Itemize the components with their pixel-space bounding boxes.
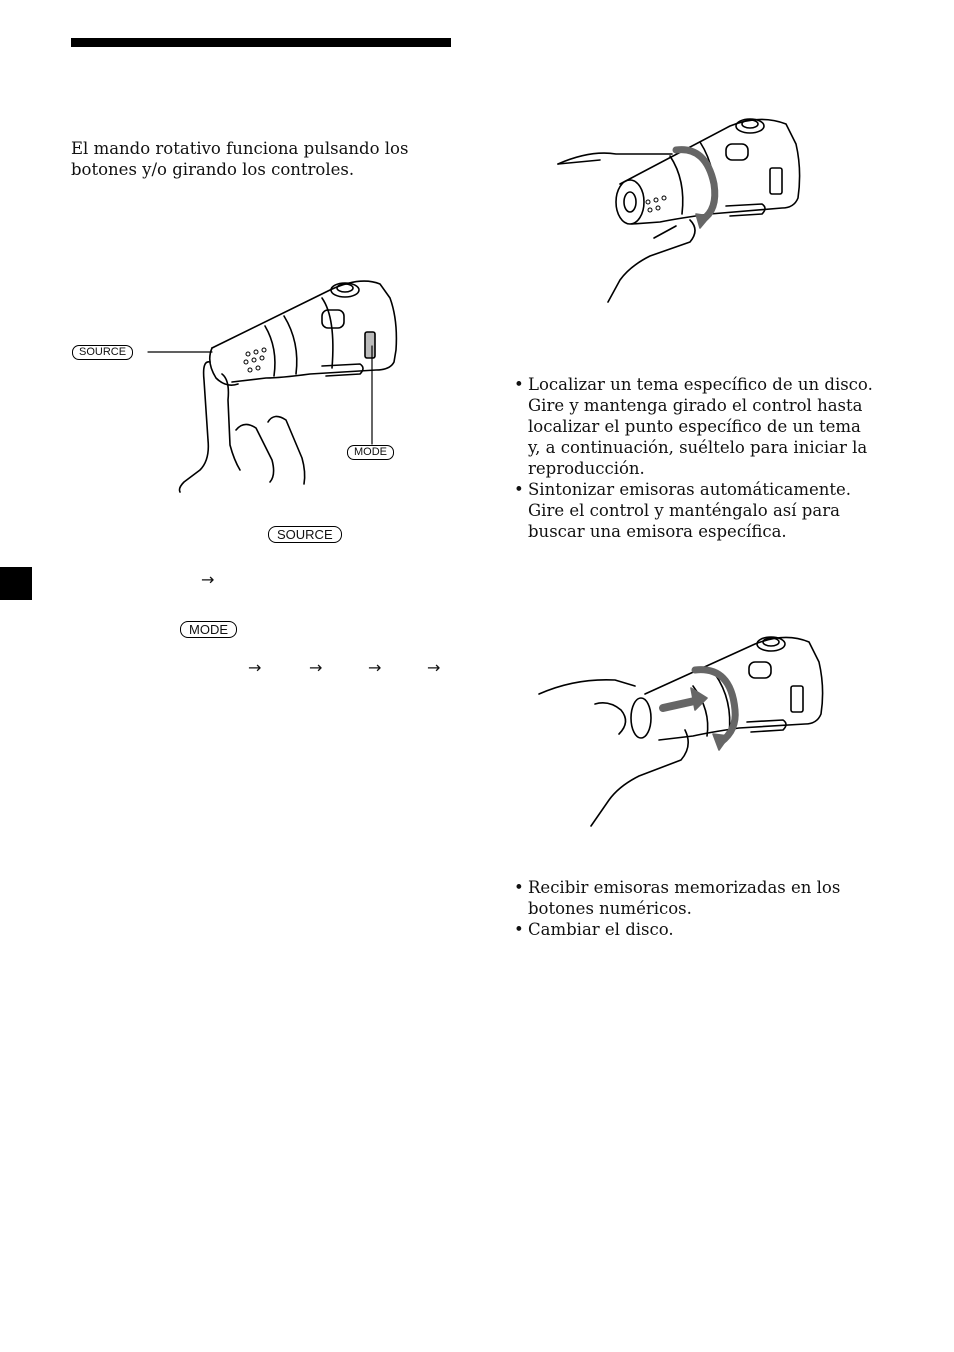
rotary-commander-press-illustration [60, 270, 420, 495]
arrow-icon: → [427, 658, 441, 677]
page-edge-tab [0, 567, 32, 600]
mode-key: MODE [180, 621, 237, 638]
source-button-label: SOURCE [72, 345, 133, 360]
list-item: • Recibir emisoras memorizadas en los botones numéricos. [514, 877, 874, 919]
list-item: • Sintonizar emisoras automáticamente. Gire el control y manténgalo así para buscar una emisora específica. [514, 479, 874, 542]
source-key: SOURCE [268, 526, 342, 543]
intro-paragraph: El mando rotativo funciona pulsando los botones y/o girando los controles. [71, 139, 409, 179]
arrow-icon: → [309, 658, 323, 677]
rotary-commander-turn-illustration [550, 110, 810, 310]
arrow-icon: → [201, 570, 215, 589]
section-heading-rule [71, 38, 451, 47]
push-turn-control-list [514, 877, 874, 940]
list-item: • Localizar un tema específico de un disco. Gire y mantenga girado el control hasta localizar el punto específico de un tema y, a continuación, suéltelo para iniciar la reproducción. [514, 374, 874, 479]
arrow-icon: → [368, 658, 382, 677]
list-item: • Cambiar el disco. [514, 919, 874, 940]
rotary-commander-push-turn-illustration [535, 630, 825, 830]
turn-control-list [514, 374, 874, 542]
mode-button-label: MODE [347, 445, 394, 460]
arrow-icon: → [248, 658, 262, 677]
